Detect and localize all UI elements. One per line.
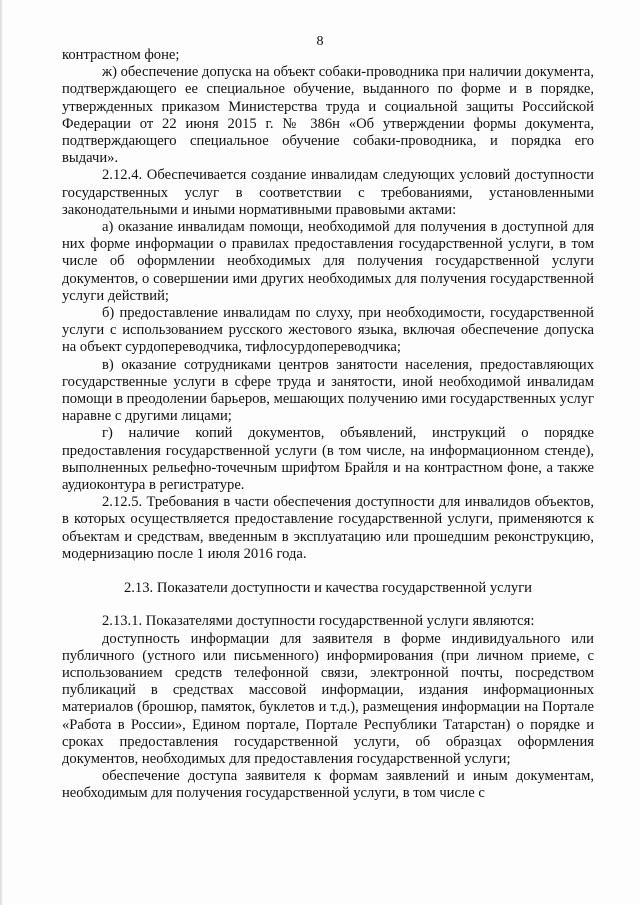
paragraph: обеспечение доступа заявителя к формам заявлений и иным документам, необходимым для получения государственной услуги, в том числе с <box>62 768 594 802</box>
paragraph: ж) обеспечение допуска на объект собаки-проводника при наличии документа, подтверждающего ее специальное обучение, выданного по форме и в порядке, утвержденных приказом Министерства труда и социальной защиты Российской Федерации от 22 июня 2015 г. № 386н «Об утверждении формы документа, подтверждающего специальное обучение собаки-проводника, и порядка его выдачи». <box>62 64 594 167</box>
page-number: 8 <box>316 34 324 49</box>
paragraph: 2.13.1. Показателями доступности государственной услуги являются: <box>102 613 535 630</box>
paragraph: 2.12.5. Требования в части обеспечения доступности для инвалидов объектов, в которых осуществляется предоставление государственной услуги, применяются к объектам и средствам, введенным в эксплуатацию или прошедшим реконструкцию, модернизацию после 1 июля 2016 года. <box>62 494 594 562</box>
paragraph: б) предоставление инвалидам по слуху, при необходимости, государственной услуги с использованием русского жестового языка, включая обеспечение допуска на объект сурдопереводчика, тифлосурдопереводчика; <box>62 305 594 356</box>
paragraph: г) наличие копий документов, объявлений, инструкций о порядке предоставления государственной услуги (в том числе, на информационном стенде), выполненных рельефно-точечным шрифтом Брайля и на контрастном фоне, а также аудиоконтура в регистратуре. <box>62 425 594 494</box>
paragraph: в) оказание сотрудниками центров занятости населения, предоставляющих государственные услуги в сфере труда и занятости, иной необходимой инвалидам помощи в преодолении барьеров, мешающих получению ими государственных услуг наравне с другими лицами; <box>62 356 594 425</box>
paragraph: доступность информации для заявителя в форме индивидуального или публичного (устного или письменного) информирования (при личном приеме, с использованием средств телефонной связи, электронной почты, посредством публикаций в средствах массовой информации, издания информационных материалов (брошюр, памяток, буклетов и т.д.), размещения информации на Портале «Работа в России», Едином портале, Портале Республики Татарстан) о порядке и сроках предоставления государственной услуги, об образцах оформления документов, необходимых для предоставления государственной услуги; <box>62 630 594 767</box>
scan-edge-shadow <box>0 0 3 905</box>
paragraph: контрастном фоне; <box>62 47 180 63</box>
document-body <box>62 47 594 803</box>
paragraph: 2.12.4. Обеспечивается создание инвалидам следующих условий доступности государственных услуг в соответствии с требованиями, установленными законодательными и иными нормативными правовыми актами: <box>62 167 594 218</box>
section-heading: 2.13. Показатели доступности и качества государственной услуги <box>123 580 532 597</box>
paragraph: а) оказание инвалидам помощи, необходимой для получения в доступной для них форме информации о правилах предоставления государственной услуги, в том числе об оформлении необходимых для получения государственной услуги документов, о совершении ими других необходимых для получения государственной услуги действий; <box>62 219 594 304</box>
